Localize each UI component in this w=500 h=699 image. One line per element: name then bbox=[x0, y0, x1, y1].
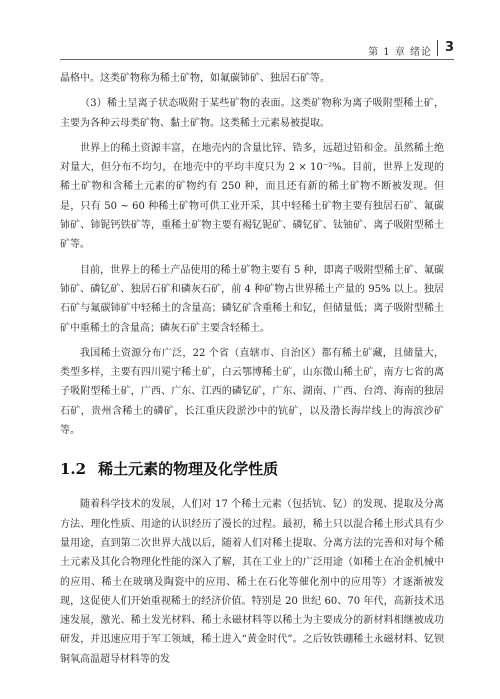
section-title: 稀土元素的物理及化学性质 bbox=[98, 460, 279, 479]
page-header bbox=[0, 0, 500, 60]
paragraph-world-resources: 世界上的稀土资源丰富，在地壳内的含量比锌、锆多，远超过铅和金。虽然稀土绝对量大，但分布不均匀，在地壳中的平均丰度只为 2 × 10⁻²%。目前，世界上发现的稀土矿物和含稀土元素的矿物约有 250 种，而且还有新的稀土矿物不断被发现。但是，只有 50 ~ 60 种稀土矿物可供工业开采，其中轻稀土矿物主要有独居石矿、氟碳铈矿、铈铌钙铁矿等，重稀土矿物主要有褐钇铌矿、磷钇矿、钛铀矿、离子吸附型稀土矿等。 bbox=[60, 142, 444, 251]
paragraph-item-3: （3）稀土呈离子状态吸附于某些矿物的表面。这类矿物称为离子吸附型稀土矿，主要为各种云母类矿物、黏土矿物。这类稀土元素易被提取。 bbox=[60, 98, 444, 129]
paragraph-china-resources: 我国稀土资源分布广泛，22 个省（直辖市、自治区）都有稀土矿藏，且储量大，类型多样，主要有四川冕宁稀土矿，白云鄂博稀土矿，山东微山稀土矿，南方七省的离子吸附型稀土矿，广西、广东、江西的磷钇矿，广东、湖南、广西、台湾、海南的独居石矿，贵州含稀土的磷矿，长江重庆段淤沙中的钪矿，以及渤长海岸线上的海滨沙矿等。 bbox=[60, 347, 444, 437]
page-body bbox=[60, 69, 444, 675]
page-number: 3 bbox=[444, 40, 454, 55]
header-rule bbox=[60, 59, 454, 60]
paragraph-main-minerals: 目前，世界上的稀土产品使用的稀土矿物主要有 5 种，即离子吸附型稀土矿、氟碳铈矿、磷钇矿、独居石矿和磷灰石矿，前 4 种矿物占世界稀土产量的 95% 以上。独居石矿与氟碳铈矿中轻稀土的含量高；磷钇矿含重稀土和钇，但储量低；离子吸附型稀土矿中重稀土的含量高；磷灰石矿主要含轻稀土。 bbox=[60, 264, 444, 334]
section-heading bbox=[60, 458, 444, 479]
section-number: 1.2 bbox=[60, 460, 87, 479]
chapter-heading: 第 1 章 绪论 bbox=[368, 47, 432, 58]
paragraph-section-intro: 随着科学技术的发展，人们对 17 个稀土元素（包括钪、钇）的发现、提取及分离方法、理化性质、用途的认识经历了漫长的过程。最初，稀土只以混合稀土形式具有少量用途，直到第二次世界大战以后，随着人们对稀土提取、分离方法的完善和对每个稀土元素及其化合物理化性能的深入了解，其在工业上的广泛用途（如稀土在冶金机械中的应用、稀土在玻璃及陶瓷中的应用、稀土在石化等催化剂中的应用等）才逐渐被发现，这促使人们开始重视稀土的经济价值。特别是 20 世纪 60、70 年代，高新技术迅速发展，激光、稀土发光材料、稀土永磁材料等以稀土为主要成分的新材料相继被成功研发，并迅速应用于军工领域，稀土进入“黄金时代”。之后钕铁硼稀土永磁材料、钇钡铜氧高温超导材料等的发 bbox=[60, 499, 444, 665]
paragraph-continuation: 晶格中。这类矿物称为稀土矿物，如氟碳铈矿、独居石矿等。 bbox=[60, 73, 330, 84]
header-separator bbox=[437, 40, 438, 56]
